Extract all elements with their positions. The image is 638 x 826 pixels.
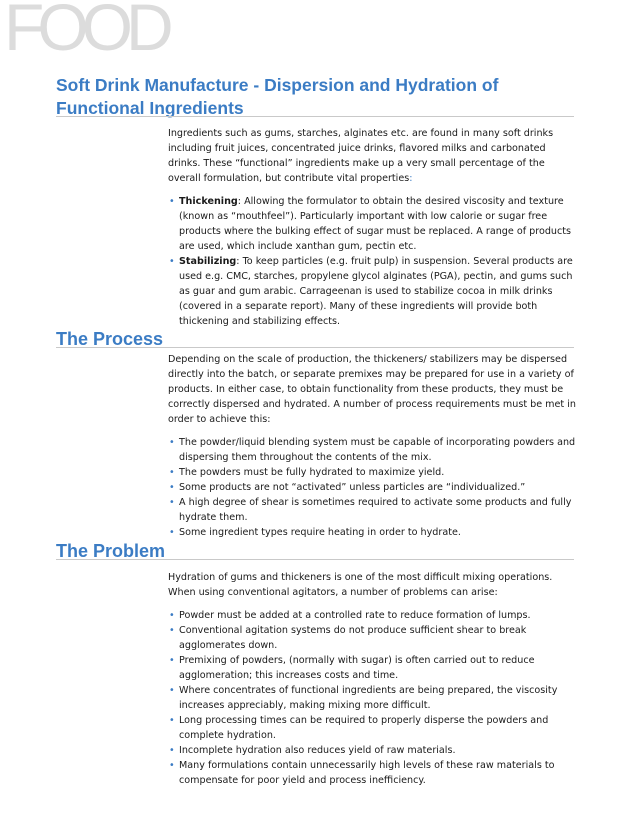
intro-bullet-list: [168, 194, 580, 329]
list-item: • Stabilizing: To keep particles (e.g. fruit pulp) in suspension. Several products are used e.g. CMC, starches, propylene glycol alginates (PGA), pectin, and gums such as guar and gum arabic. Carrageenan is used to stabilize cocoa in milk drinks (covered in a separate report). Many of these ingredients will provide both thickening and stabilizing effects.: [168, 254, 580, 329]
intro-paragraph-text: Ingredients such as gums, starches, alginates etc. are found in many soft drinks including fruit juices, concentrated juice drinks, flavored milks and carbonated drinks. These “functional” ingredients make up a very small percentage of the overall formulation, but contribute vital properties: [168, 128, 554, 184]
list-item: • The powder/liquid blending system must be capable of incorporating powders and dispersing them throughout the contents of the mix.: [168, 435, 580, 465]
process-heading: The Process: [56, 329, 164, 349]
problem-heading: The Problem: [56, 541, 166, 561]
list-item: • The powders must be fully hydrated to maximize yield.: [168, 465, 580, 480]
problem-divider: [56, 559, 574, 560]
process-section: [168, 352, 580, 540]
process-paragraph: Depending on the scale of production, the thickeners/ stabilizers may be dispersed directly into the batch, or separate premixes may be prepared for use in a variety of products. In either case, to obtain functionality from these products, they must be correctly dispersed and hydrated. A number of process requirements must be met in order to achieve this:: [168, 354, 576, 425]
process-bullet-list: [168, 435, 580, 540]
list-item: • Where concentrates of functional ingredients are being prepared, the viscosity increases appreciably, making mixing more difficult.: [168, 683, 580, 713]
process-divider: [56, 347, 574, 348]
problem-paragraph: Hydration of gums and thickeners is one of the most difficult mixing operations. When using conventional agitators, a number of problems can arise:: [168, 572, 553, 598]
page-title: Soft Drink Manufacture - Dispersion and Hydration of Functional Ingredients: [56, 75, 499, 118]
list-item: • Conventional agitation systems do not produce sufficient shear to break agglomerates down.: [168, 623, 580, 653]
title-divider: [56, 116, 574, 117]
bullet-term-thickening: Thickening: [179, 196, 238, 207]
brand-wordmark: FOOD: [4, 0, 167, 64]
problem-bullet-list: [168, 608, 580, 788]
intro-section: [168, 126, 580, 329]
list-item: • Long processing times can be required to properly disperse the powders and complete hydration.: [168, 713, 580, 743]
list-item: • Some ingredient types require heating in order to hydrate.: [168, 525, 580, 540]
intro-paragraph: [168, 126, 580, 186]
problem-section: [168, 570, 580, 788]
bullet-term-stabilizing: Stabilizing: [179, 256, 237, 267]
list-item: • Many formulations contain unnecessarily high levels of these raw materials to compensate for poor yield and process inefficiency.: [168, 758, 580, 788]
intro-paragraph-colon: :: [409, 173, 413, 184]
list-item: • Powder must be added at a controlled rate to reduce formation of lumps.: [168, 608, 580, 623]
list-item: • Some products are not “activated” unless particles are “individualized.”: [168, 480, 580, 495]
list-item: • A high degree of shear is sometimes required to activate some products and fully hydrate them.: [168, 495, 580, 525]
list-item: • Premixing of powders, (normally with sugar) is often carried out to reduce agglomeration; this increases costs and time.: [168, 653, 580, 683]
list-item: • Incomplete hydration also reduces yield of raw materials.: [168, 743, 580, 758]
list-item: • Thickening: Allowing the formulator to obtain the desired viscosity and texture (known as “mouthfeel”). Particularly important with low calorie or sugar free products where the bulking effect of sugar must be replaced. A range of products are used, which include xanthan gum, pectin etc.: [168, 194, 580, 254]
